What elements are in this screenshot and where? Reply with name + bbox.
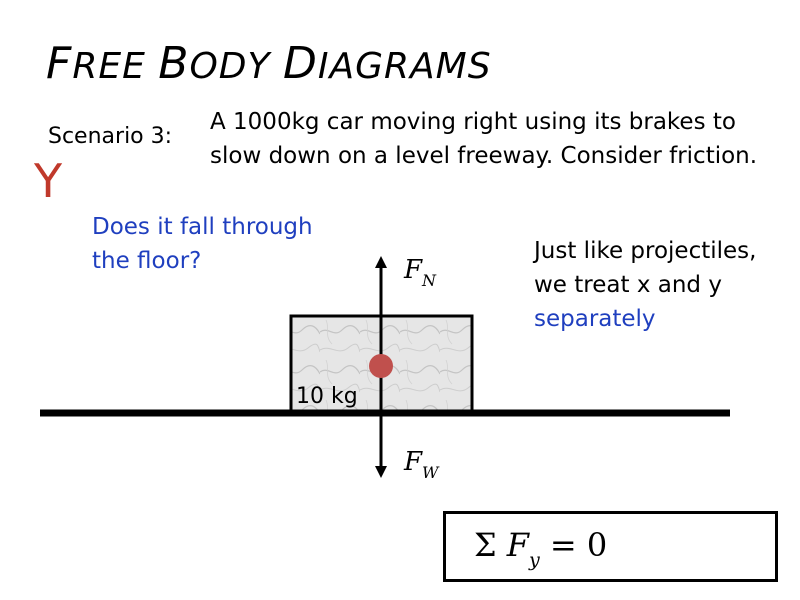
axis-letter: Y (34, 154, 63, 208)
title-rest-3: IAGRAMS (317, 46, 492, 87)
weight-force-subscript: W (422, 463, 439, 482)
equation-sigma: Σ (474, 526, 497, 564)
title-rest-2: ODY (189, 46, 271, 87)
weight-force-label (403, 447, 440, 482)
equation-box (443, 511, 778, 582)
normal-force-symbol: F (404, 255, 423, 285)
equation-rhs: = 0 (549, 526, 608, 564)
weight-force-symbol: F (404, 447, 423, 477)
side-note-highlight: separately (534, 306, 656, 332)
side-note-text: Just like projectiles, we treat x and y (534, 238, 757, 298)
center-of-mass-dot (369, 354, 393, 378)
title-initial-2: B (158, 38, 190, 89)
equation-subscript: y (529, 549, 540, 571)
description-rest: slow down on a level freeway. Consider friction. (210, 143, 758, 169)
normal-force-subscript: N (422, 271, 437, 290)
scenario-label: Scenario 3: (48, 124, 173, 149)
equation (474, 526, 608, 571)
title-initial-3: D (282, 38, 318, 89)
question-text: Does it fall through the floor? (92, 214, 313, 274)
title-initial-1: F (46, 38, 73, 89)
equation-symbol: F (506, 526, 529, 564)
title-rest-1: REE (72, 46, 146, 87)
normal-force-label (403, 255, 437, 290)
block-mass-label: 10 kg (296, 384, 358, 409)
description-line-1: A 1000kg car moving right using its brakes to (210, 109, 736, 135)
